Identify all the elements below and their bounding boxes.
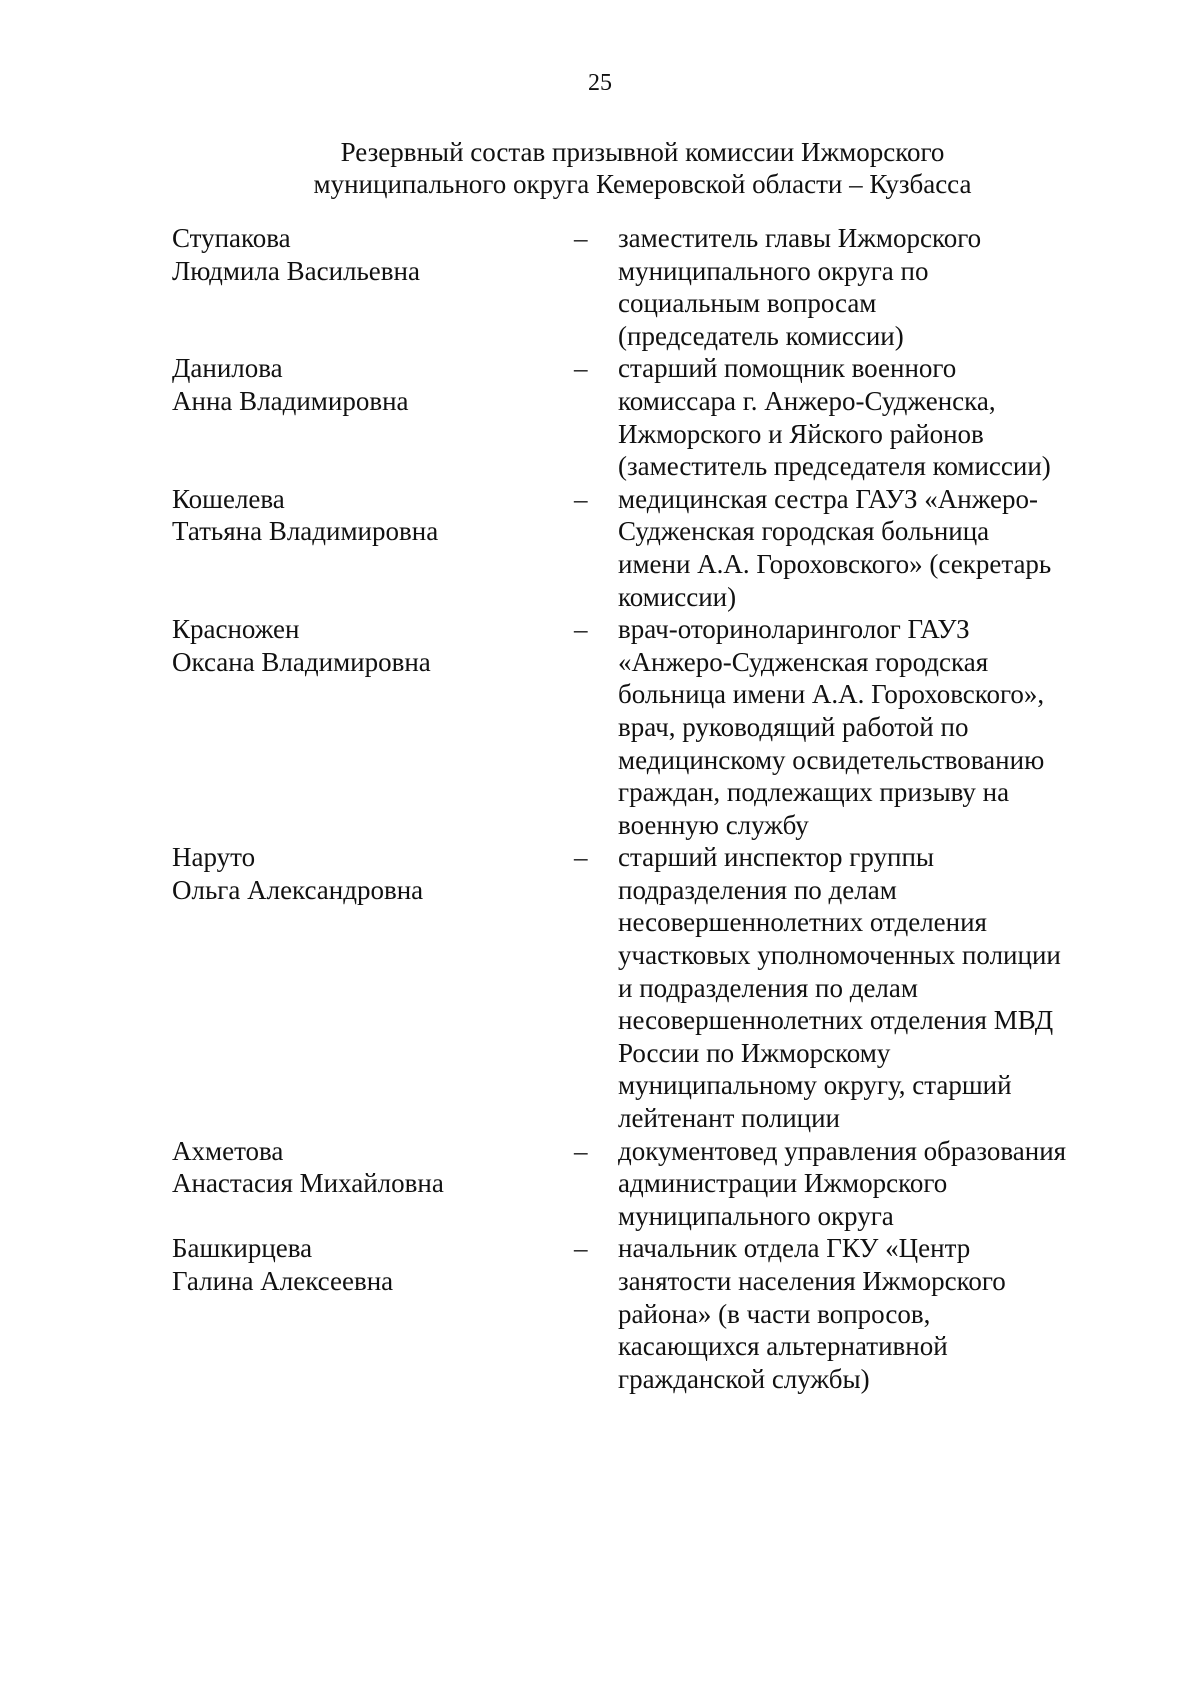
member-dash: – (574, 1135, 588, 1166)
member-role: заместитель главы Ижморского муниципального округа по социальным вопросам (председатель комиссии) (618, 223, 982, 351)
member-dash: – (574, 353, 588, 384)
member-role: старший помощник военного комиссара г. Анжеро-Судженска, Ижморского и Яйского районов (заместитель председателя комиссии) (618, 353, 1051, 482)
member-surname: Ступакова (172, 223, 291, 253)
member-given-names: Анастасия Михайловна (172, 1168, 444, 1199)
document-title (200, 136, 1085, 200)
member-surname: Наруто (172, 842, 256, 873)
member-dash: – (574, 483, 588, 514)
member-role: медицинская сестра ГАУЗ «Анжеро- Судженская городская больница имени А.А. Гороховского» (секретарь комиссии) (618, 483, 1052, 612)
member-surname: Данилова (172, 353, 283, 384)
member-name (172, 841, 562, 906)
member-name (172, 1135, 562, 1200)
member-dash: – (574, 1233, 588, 1264)
member-role: начальник отдела ГКУ «Центр занятости населения Ижморского района» (в части вопросов, касающихся альтернативной гражданской службы) (618, 1233, 1006, 1394)
member-entry (172, 613, 1102, 841)
member-role: старший инспектор группы подразделения по делам несовершеннолетних отделения участковых уполномоченных полиции и подразделения по делам несовершеннолетних отделения МВД России по Ижморскому муниципальному округу, старший лейтенант полиции (618, 842, 1061, 1134)
member-dash: – (574, 842, 588, 873)
member-dash: – (574, 223, 588, 253)
member-surname: Башкирцева (172, 1233, 313, 1264)
member-given-names: Галина Алексеевна (172, 1266, 394, 1296)
member-name (172, 222, 562, 287)
member-given-names: Анна Владимировна (172, 385, 409, 416)
member-name (172, 483, 562, 548)
member-given-names: Людмила Васильевна (172, 255, 420, 286)
member-role: врач-оториноларинголог ГАУЗ «Анжеро-Судженская городская больница имени А.А. Гороховского», врач, руководящий работой по медицинскому освидетельствованию граждан, подлежащих призыву на военную службу (618, 614, 1045, 840)
member-name (172, 352, 562, 417)
member-surname: Кошелева (172, 483, 285, 514)
member-given-names: Татьяна Владимировна (172, 516, 439, 547)
member-entry (172, 483, 1102, 613)
member-entry (172, 352, 1102, 482)
member-surname: Ахметова (172, 1135, 284, 1166)
member-entry (172, 841, 1102, 1134)
member-name (172, 613, 562, 678)
page-number: 25 (588, 70, 612, 96)
title-line-1: Резервный состав призывной комиссии Ижморского (340, 137, 945, 167)
member-dash: – (574, 614, 588, 645)
member-entry (172, 222, 1102, 352)
member-surname: Красножен (172, 614, 300, 645)
member-list (172, 222, 1102, 1395)
title-line-2: муниципального округа Кемеровской области – Кузбасса (313, 169, 972, 199)
member-entry (172, 1232, 1102, 1395)
member-given-names: Оксана Владимировна (172, 646, 431, 677)
member-role: документовед управления образования администрации Ижморского муниципального округа (618, 1135, 1067, 1231)
member-entry (172, 1135, 1102, 1233)
member-given-names: Ольга Александровна (172, 874, 424, 905)
member-name (172, 1232, 562, 1297)
